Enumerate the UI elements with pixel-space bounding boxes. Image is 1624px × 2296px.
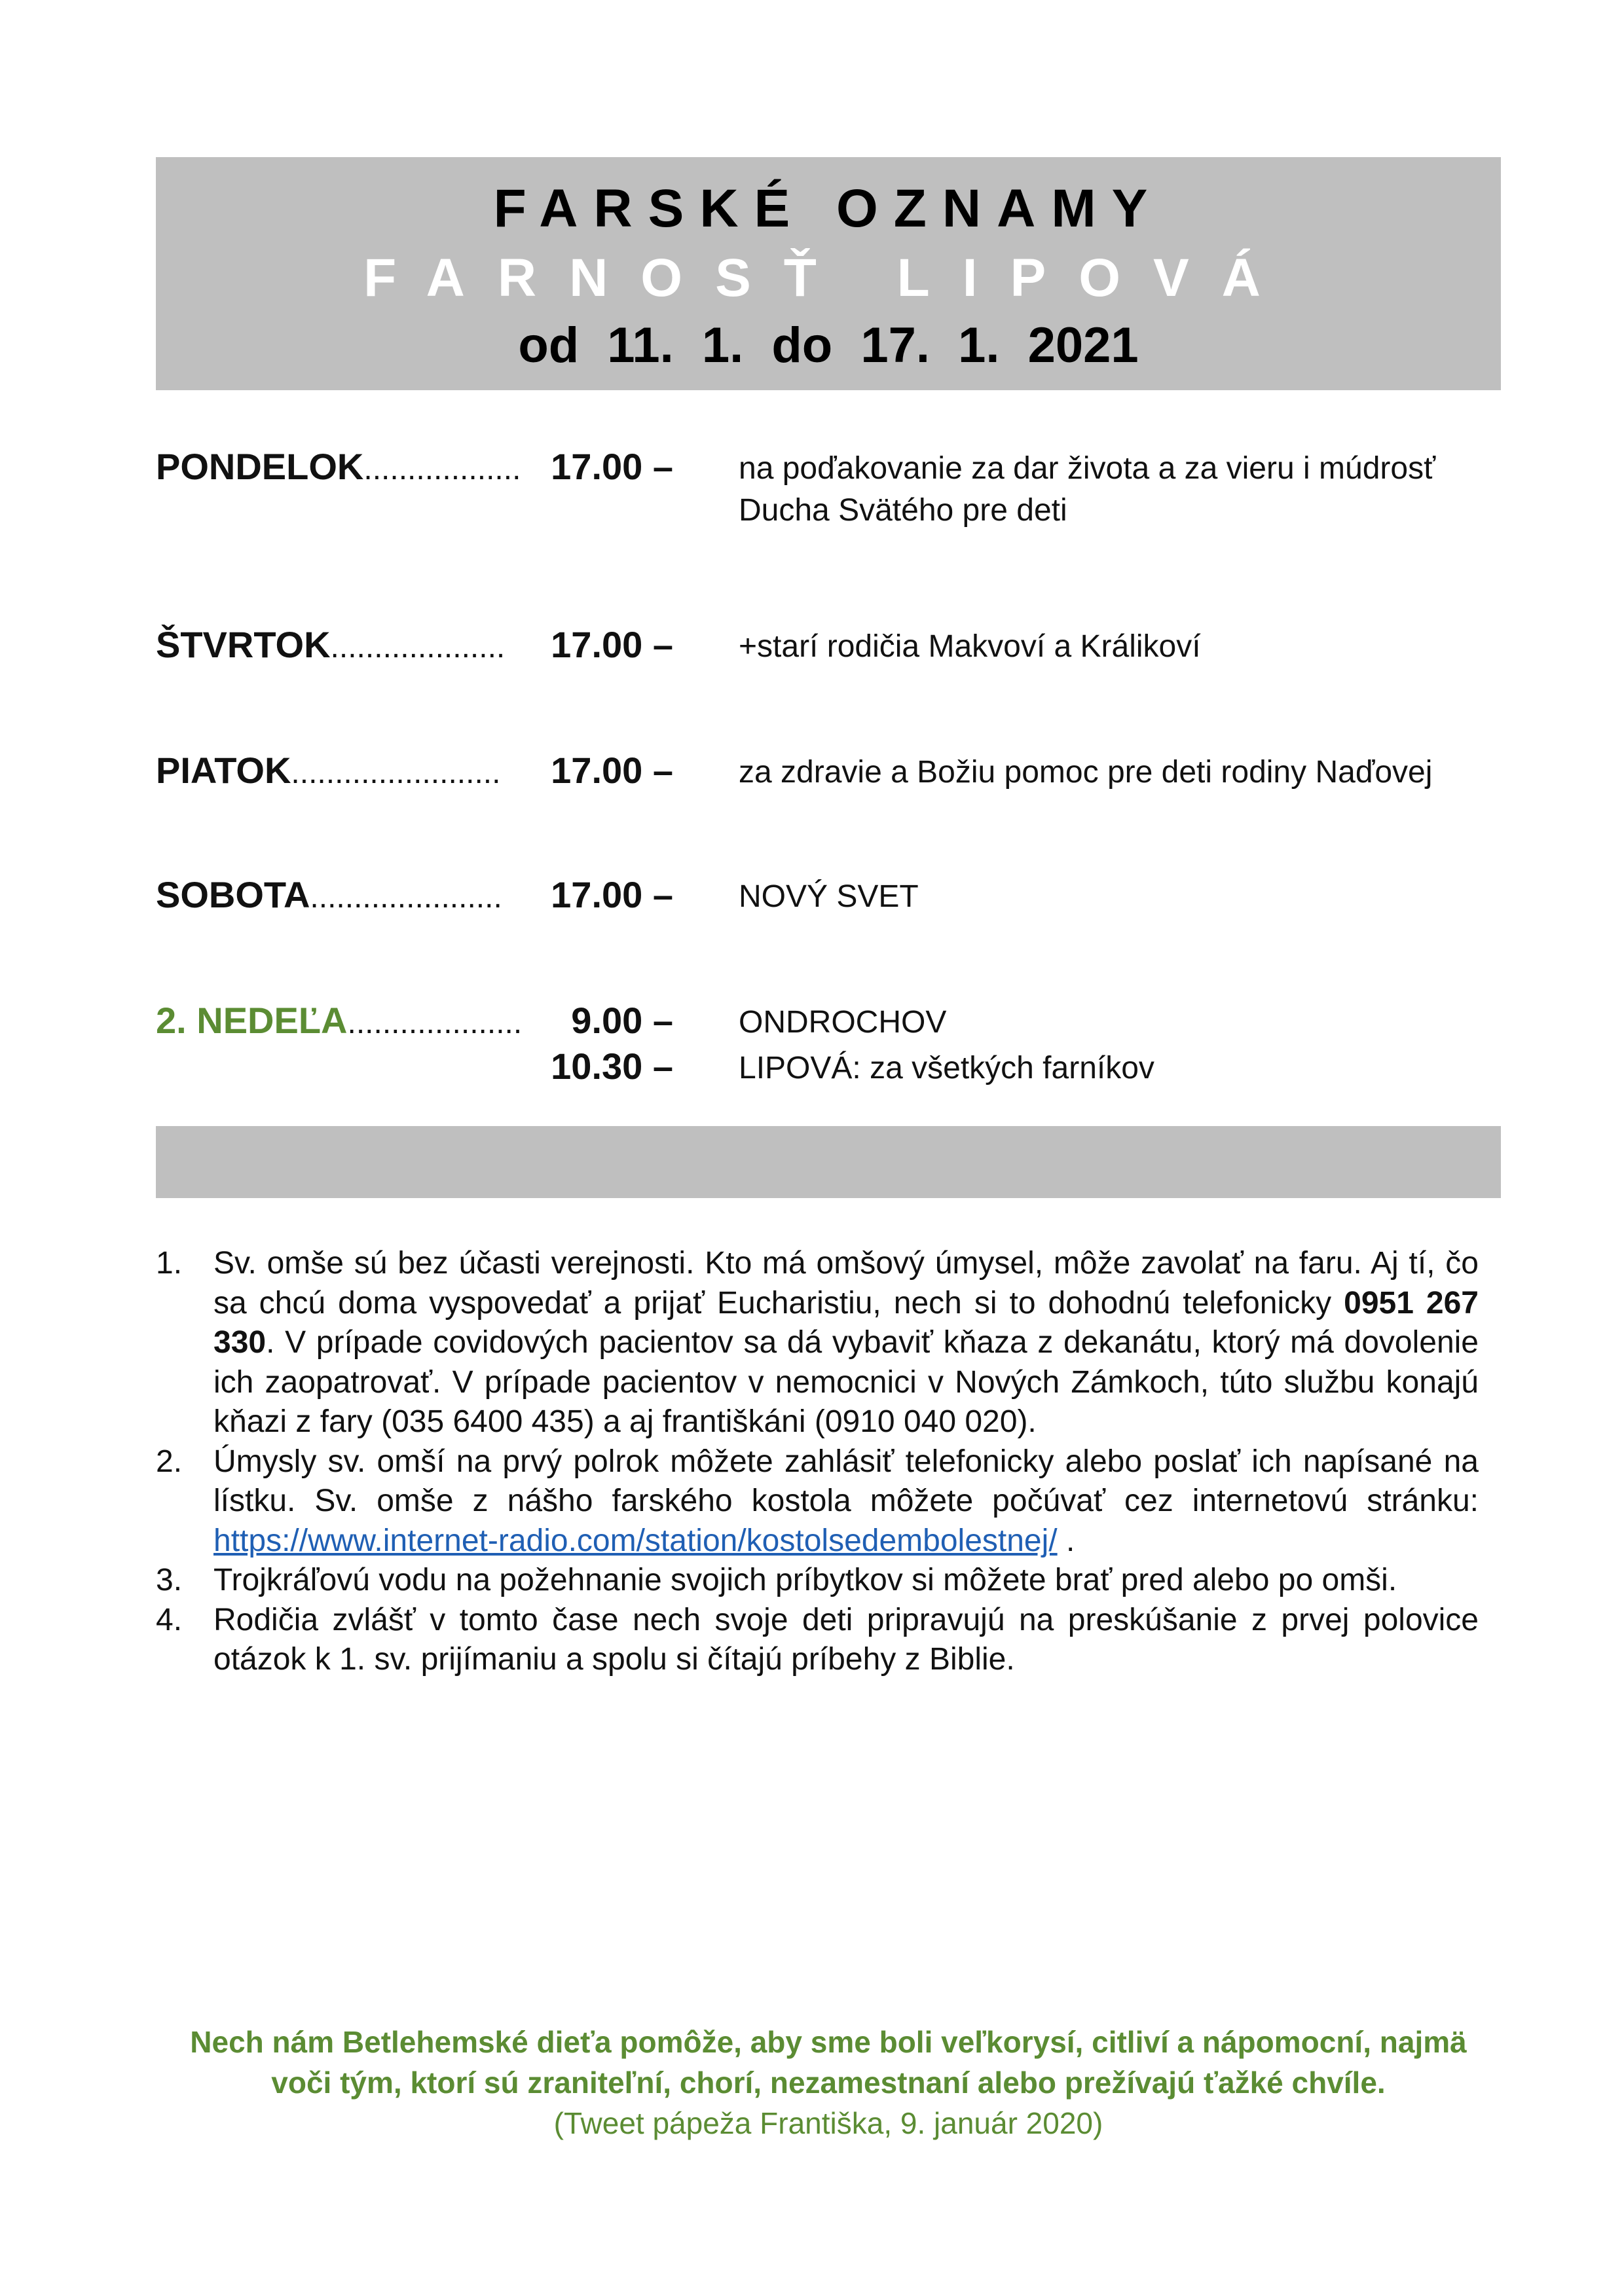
quote-text: Nech nám Betlehemské dieťa pomôže, aby sme boli veľkorysí, citliví a nápomocní, najmä voči tým, ktorí sú zraniteľní, chorí, nezamestnaní alebo prežívajú ťažké chvíle. (190, 2025, 1467, 2100)
mass-intention: ONDROCHOV (739, 1005, 947, 1040)
mass-intention: za zdravie a Božiu pomoc pre deti rodiny Naďovej (739, 755, 1433, 790)
radio-link[interactable]: https://www.internet-radio.com/station/kostolsedembolestnej/ (213, 1523, 1058, 1558)
day-label: PONDELOK.................. (156, 446, 521, 487)
item-number: 3. (156, 1563, 183, 1597)
mass-intention: +starí rodičia Makvoví a Králikoví (739, 629, 1201, 664)
mass-intention: LIPOVÁ: za všetkých farníkov (739, 1051, 1154, 1085)
item-text: . V prípade covidových pacientov sa dá vybaviť kňaza z dekanátu, ktorý má dovolenie ich zaopatrovať. V prípade pacientov v nemocnici v Nových Zámkoch, túto službu konajú kňazi z fary (035 6400 435) a aj františkáni (0910 040 020). (213, 1325, 1479, 1439)
item-number: 4. (156, 1602, 183, 1637)
day-label: SOBOTA...................... (156, 874, 502, 915)
item-text: Sv. omše sú bez účasti verejnosti. Kto má omšový úmysel, môže zavolať na faru. Aj tí, čo sa chcú doma vyspovedať a prijať Eucharistiu, nech si to dohodnú telefonicky (213, 1246, 1479, 1321)
phone-number: 0951 267 330 (213, 1285, 1479, 1360)
mass-intention: na poďakovanie za dar života a za vieru i múdrosť Ducha Svätého pre deti (739, 451, 1436, 528)
item-text: Trojkráľovú vodu na požehnanie svojich príbytkov si môžete brať pred alebo po omši. (213, 1563, 1397, 1597)
quote-source: (Tweet pápeža Františka, 9. január 2020) (553, 2106, 1103, 2140)
closing-quote (156, 2022, 1501, 2143)
item-text: . (1057, 1523, 1075, 1558)
day-label: ŠTVRTOK.................... (156, 624, 506, 665)
item-number: 1. (156, 1246, 183, 1281)
day-label: PIATOK........................ (156, 750, 501, 791)
day-label: 2. NEDEĽA.................... (156, 1000, 523, 1041)
divider-bar (156, 1126, 1501, 1198)
mass-time: 9.00 – (571, 1000, 673, 1041)
list-item (156, 1561, 1479, 1601)
date-range: od 11. 1. do 17. 1. 2021 (518, 318, 1139, 373)
list-item (156, 1601, 1479, 1680)
mass-intention: NOVÝ SVET (739, 879, 919, 914)
mass-time: 17.00 – (551, 874, 673, 915)
item-text: Úmysly sv. omší na prvý polrok môžete zahlásiť telefonicky alebo poslať ich napísané na lístku. Sv. omše z nášho farského kostola môžete počúvať cez internetovú stránku: (213, 1444, 1479, 1518)
mass-time: 17.00 – (551, 624, 673, 665)
parish-name: FARNOSŤ LIPOVÁ (363, 248, 1293, 308)
page-title: FARSKÉ OZNAMY (493, 179, 1164, 238)
mass-time: 17.00 – (551, 446, 673, 487)
header-banner (156, 157, 1501, 390)
list-item (156, 1244, 1479, 1442)
item-text: Rodičia zvlášť v tomto čase nech svoje deti pripravujú na preskúšanie z prvej polovice otázok k 1. sv. prijímaniu a spolu si čítajú príbehy z Biblie. (213, 1602, 1479, 1677)
mass-time: 17.00 – (551, 750, 673, 791)
mass-time: 10.30 – (551, 1046, 673, 1087)
notices-list (156, 1244, 1479, 1680)
item-number: 2. (156, 1444, 183, 1479)
list-item (156, 1442, 1479, 1561)
